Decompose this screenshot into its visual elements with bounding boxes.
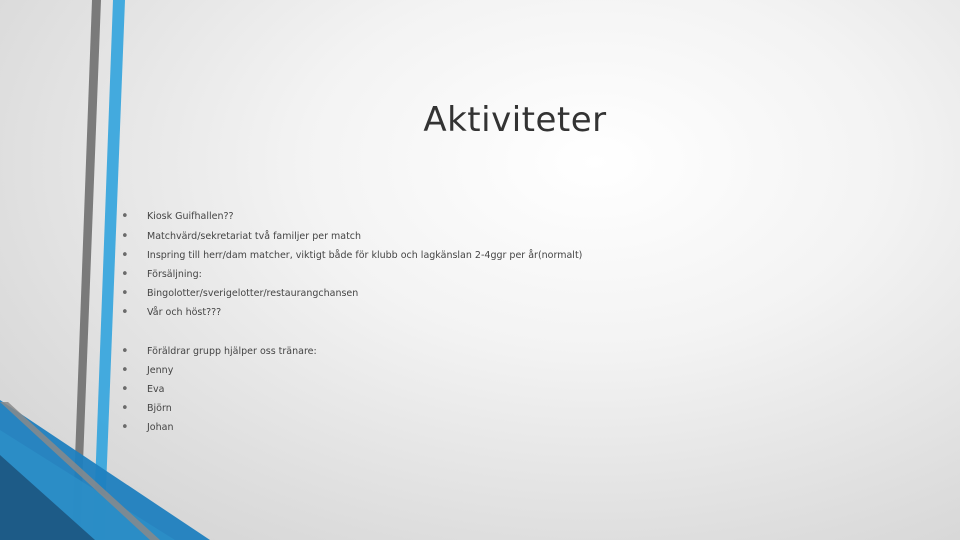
list-item [121, 344, 681, 360]
list-item-text: Björn [147, 403, 172, 414]
bullet-icon: • [121, 305, 129, 320]
list-item-text: Inspring till herr/dam matcher, viktigt både för klubb och lagkänslan 2-4ggr per år(normalt) [147, 250, 583, 261]
list-item [121, 209, 681, 225]
list-item-text: Jenny [147, 365, 174, 376]
list-item-text: Johan [147, 422, 174, 433]
bullet-icon: • [121, 229, 129, 244]
bullet-icon: • [121, 209, 129, 224]
bullet-icon: • [121, 401, 129, 416]
list-item [121, 305, 681, 321]
list-item-text: Försäljning: [147, 269, 202, 280]
list-item [121, 382, 681, 398]
list-item [121, 286, 681, 302]
list-item-text: Matchvärd/sekretariat två familjer per match [147, 231, 362, 242]
list-item [121, 420, 681, 436]
list-item-text: Föräldrar grupp hjälper oss tränare: [147, 346, 317, 357]
slide-title: Aktiviteter [423, 100, 607, 140]
list-item [121, 401, 681, 417]
bullet-icon: • [121, 344, 129, 359]
bullet-icon: • [121, 267, 129, 282]
bullet-icon: • [121, 420, 129, 435]
list-item-text: Bingolotter/sverigelotter/restaurangchansen [147, 288, 359, 299]
list-item [121, 248, 681, 264]
list-item-text: Vår och höst??? [147, 307, 222, 318]
list-item [121, 363, 681, 379]
list-item [121, 229, 681, 245]
list-item-text: Kiosk Guifhallen?? [147, 211, 234, 222]
list-item [121, 267, 681, 283]
bullet-icon: • [121, 382, 129, 397]
bullet-icon: • [121, 363, 129, 378]
bullet-icon: • [121, 248, 129, 263]
bullet-icon: • [121, 286, 129, 301]
list-item-text: Eva [147, 384, 165, 395]
